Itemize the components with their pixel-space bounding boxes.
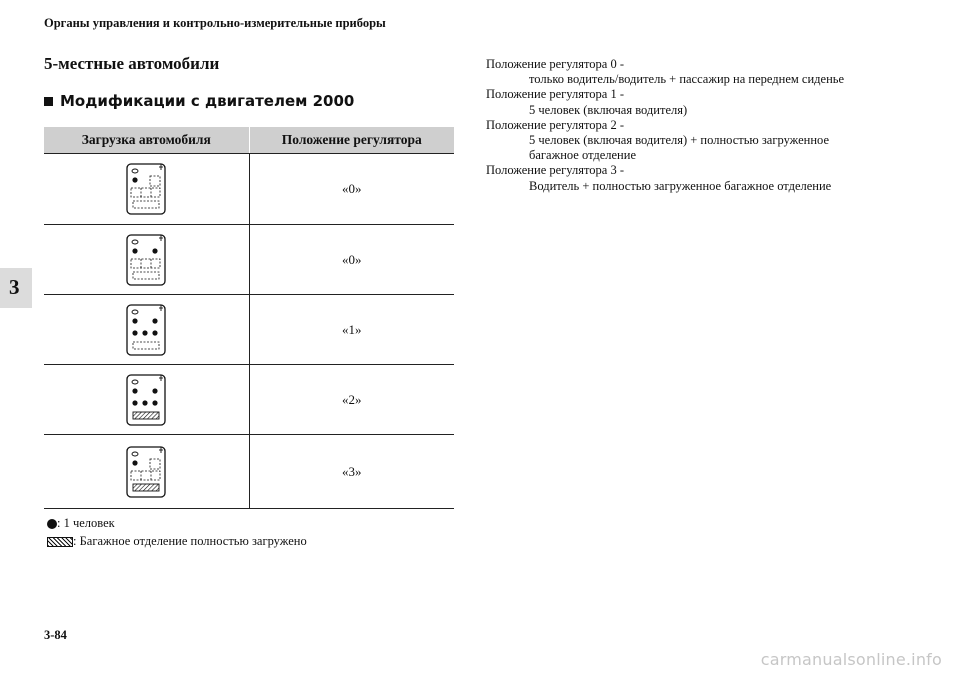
- car-five-persons-icon: [125, 303, 167, 357]
- table-row: [44, 225, 454, 295]
- legend-person-text: : 1 человек: [57, 516, 115, 530]
- legend-cargo-text: : Багажное отделение полностью загружено: [73, 534, 307, 548]
- position-cell: «0»: [249, 225, 454, 295]
- table-header-row: [44, 127, 454, 154]
- car-driver-full-cargo-icon: [125, 445, 167, 499]
- position-cell: «3»: [249, 435, 454, 509]
- regulator-table: [44, 127, 454, 509]
- position-cell: «2»: [249, 365, 454, 435]
- person-dot-icon: [47, 519, 57, 529]
- position-cell: «0»: [249, 154, 454, 225]
- position-description: только водитель/водитель + пассажир на переднем сиденье: [529, 72, 845, 87]
- position-label: Положение регулятора 2 -: [486, 117, 624, 132]
- running-header: Органы управления и контрольно-измерительные приборы: [44, 16, 386, 30]
- car-driver-passenger-icon: [125, 233, 167, 287]
- position-description: Водитель + полностью загруженное багажное отделение: [529, 178, 832, 193]
- cargo-hatch-icon: [47, 537, 73, 547]
- load-cell: [44, 225, 249, 295]
- load-cell: [44, 435, 249, 509]
- position-description: 5 человек (включая водителя) + полностью загруженное: [529, 133, 830, 148]
- section-title: 5-местные автомобили: [44, 54, 220, 73]
- table-row: [44, 295, 454, 365]
- position-cell: «1»: [249, 295, 454, 365]
- table-row: [44, 154, 454, 225]
- load-cell: [44, 295, 249, 365]
- subsection-title: Модификации с двигателем 2000: [60, 92, 355, 110]
- watermark: carmanualsonline.info: [760, 650, 942, 669]
- table-row: [44, 365, 454, 435]
- position-descriptions: [486, 57, 926, 194]
- load-cell: [44, 154, 249, 225]
- header-regulator-position: Положение регулятора: [249, 127, 454, 154]
- square-bullet-icon: [44, 97, 53, 106]
- car-driver-only-icon: [125, 162, 167, 216]
- position-description: 5 человек (включая водителя): [529, 102, 688, 117]
- load-cell: [44, 365, 249, 435]
- header-vehicle-load: Загрузка автомобиля: [44, 127, 249, 154]
- table-row: [44, 435, 454, 509]
- position-label: Положение регулятора 0 -: [486, 57, 624, 71]
- page-number: 3-84: [44, 628, 67, 642]
- chapter-tab: [0, 268, 32, 308]
- subsection-heading: [44, 92, 354, 110]
- position-label: Положение регулятора 3 -: [486, 163, 624, 178]
- legend-person: [44, 516, 115, 531]
- car-five-persons-full-cargo-icon: [125, 373, 167, 427]
- position-label: Положение регулятора 1 -: [486, 87, 624, 102]
- chapter-number: 3: [9, 275, 20, 299]
- position-description: багажное отделение: [529, 148, 636, 163]
- legend-cargo: [44, 534, 307, 549]
